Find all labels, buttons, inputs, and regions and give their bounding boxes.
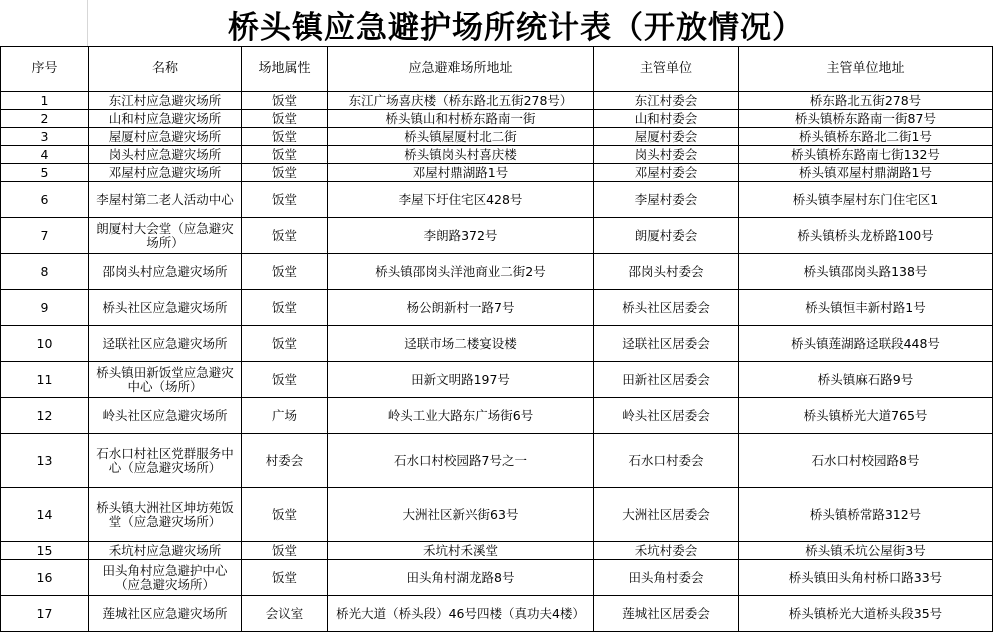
header-no: 序号 <box>1 47 89 92</box>
row-type-cell: 饭堂 <box>242 290 328 326</box>
row-unit-cell: 邓屋村委会 <box>594 164 739 182</box>
row-address-cell: 李屋下圩住宅区428号 <box>328 182 594 218</box>
row-address-cell: 桥头镇岗头村喜庆楼 <box>328 146 594 164</box>
header-row <box>1 47 993 92</box>
row-unit-cell: 屋厦村委会 <box>594 128 739 146</box>
row-name-cell: 桥头镇大洲社区坤坊苑饭堂（应急避灾场所） <box>89 488 242 542</box>
row-no-cell: 11 <box>1 362 89 398</box>
row-address-cell: 禾坑村禾溪堂 <box>328 542 594 560</box>
row-name-cell: 桥头镇田新饭堂应急避灾中心（场所） <box>89 362 242 398</box>
row-unit-cell: 东江村委会 <box>594 92 739 110</box>
title-bar <box>0 0 993 46</box>
row-type-cell: 会议室 <box>242 596 328 632</box>
table-row <box>1 182 993 218</box>
row-unit-cell: 邵岗头村委会 <box>594 254 739 290</box>
row-address-cell: 桥头镇山和村桥东路南一街 <box>328 110 594 128</box>
table-row <box>1 488 993 542</box>
row-address-cell: 桥光大道（桥头段）46号四楼（真功夫4楼） <box>328 596 594 632</box>
table-row <box>1 560 993 596</box>
row-address-cell: 东江广场喜庆楼（桥东路北五街278号） <box>328 92 594 110</box>
table-row <box>1 128 993 146</box>
table-row <box>1 254 993 290</box>
row-unit-cell: 山和村委会 <box>594 110 739 128</box>
table-row <box>1 434 993 488</box>
row-name-cell: 石水口村社区党群服务中心（应急避灾场所） <box>89 434 242 488</box>
row-unit-address-cell: 桥头镇桥头龙桥路100号 <box>739 218 993 254</box>
table-row <box>1 110 993 128</box>
row-unit-address-cell: 桥头镇恒丰新村路1号 <box>739 290 993 326</box>
row-address-cell: 桥头镇屋厦村北二街 <box>328 128 594 146</box>
row-unit-address-cell: 桥头镇桥光大道桥头段35号 <box>739 596 993 632</box>
row-unit-cell: 田头角村委会 <box>594 560 739 596</box>
row-type-cell: 饭堂 <box>242 542 328 560</box>
row-no-cell: 7 <box>1 218 89 254</box>
row-unit-address-cell: 桥头镇桥常路312号 <box>739 488 993 542</box>
row-type-cell: 饭堂 <box>242 128 328 146</box>
row-address-cell: 田新文明路197号 <box>328 362 594 398</box>
row-no-cell: 5 <box>1 164 89 182</box>
title-left-cell <box>0 0 88 46</box>
row-unit-cell: 田新社区居委会 <box>594 362 739 398</box>
row-no-cell: 14 <box>1 488 89 542</box>
table-row <box>1 596 993 632</box>
row-no-cell: 15 <box>1 542 89 560</box>
row-name-cell: 迳联社区应急避灾场所 <box>89 326 242 362</box>
row-unit-address-cell: 石水口村校园路8号 <box>739 434 993 488</box>
row-unit-address-cell: 桥头镇李屋村东门住宅区1 <box>739 182 993 218</box>
row-unit-address-cell: 桥头镇莲湖路迳联段448号 <box>739 326 993 362</box>
row-unit-cell: 岭头社区居委会 <box>594 398 739 434</box>
table-row <box>1 398 993 434</box>
row-type-cell: 饭堂 <box>242 182 328 218</box>
row-name-cell: 岭头社区应急避灾场所 <box>89 398 242 434</box>
row-unit-address-cell: 桥头镇邓屋村鼎湖路1号 <box>739 164 993 182</box>
row-unit-address-cell: 桥头镇田头角村桥口路33号 <box>739 560 993 596</box>
row-address-cell: 桥头镇邵岗头洋池商业二街2号 <box>328 254 594 290</box>
row-name-cell: 邵岗头村应急避灾场所 <box>89 254 242 290</box>
row-address-cell: 李朗路372号 <box>328 218 594 254</box>
row-type-cell: 饭堂 <box>242 92 328 110</box>
row-unit-cell: 禾坑村委会 <box>594 542 739 560</box>
row-address-cell: 大洲社区新兴街63号 <box>328 488 594 542</box>
table-row <box>1 146 993 164</box>
row-type-cell: 饭堂 <box>242 146 328 164</box>
row-no-cell: 13 <box>1 434 89 488</box>
shelter-table <box>0 46 993 632</box>
header-type: 场地属性 <box>242 47 328 92</box>
row-unit-address-cell: 桥头镇麻石路9号 <box>739 362 993 398</box>
row-type-cell: 饭堂 <box>242 110 328 128</box>
table-row <box>1 326 993 362</box>
row-address-cell: 邓屋村鼎湖路1号 <box>328 164 594 182</box>
table-row <box>1 92 993 110</box>
row-unit-address-cell: 桥头镇桥东路南七街132号 <box>739 146 993 164</box>
row-address-cell: 石水口村校园路7号之一 <box>328 434 594 488</box>
row-no-cell: 9 <box>1 290 89 326</box>
row-unit-address-cell: 桥头镇桥东路北二街1号 <box>739 128 993 146</box>
table-row <box>1 542 993 560</box>
row-type-cell: 饭堂 <box>242 560 328 596</box>
row-no-cell: 1 <box>1 92 89 110</box>
row-no-cell: 12 <box>1 398 89 434</box>
row-type-cell: 广场 <box>242 398 328 434</box>
row-name-cell: 东江村应急避灾场所 <box>89 92 242 110</box>
row-name-cell: 禾坑村应急避灾场所 <box>89 542 242 560</box>
row-name-cell: 屋厦村应急避灾场所 <box>89 128 242 146</box>
row-type-cell: 饭堂 <box>242 326 328 362</box>
table-body <box>1 92 993 632</box>
row-unit-cell: 岗头村委会 <box>594 146 739 164</box>
row-name-cell: 山和村应急避灾场所 <box>89 110 242 128</box>
row-unit-cell: 大洲社区居委会 <box>594 488 739 542</box>
row-no-cell: 4 <box>1 146 89 164</box>
row-unit-cell: 桥头社区居委会 <box>594 290 739 326</box>
header-unit-address: 主管单位地址 <box>739 47 993 92</box>
row-type-cell: 饭堂 <box>242 488 328 542</box>
row-unit-cell: 石水口村委会 <box>594 434 739 488</box>
row-no-cell: 8 <box>1 254 89 290</box>
row-unit-cell: 李屋村委会 <box>594 182 739 218</box>
row-unit-cell: 莲城社区居委会 <box>594 596 739 632</box>
row-no-cell: 3 <box>1 128 89 146</box>
row-address-cell: 杨公朗新村一路7号 <box>328 290 594 326</box>
row-name-cell: 邓屋村应急避灾场所 <box>89 164 242 182</box>
row-type-cell: 饭堂 <box>242 362 328 398</box>
table-row <box>1 362 993 398</box>
row-unit-address-cell: 桥东路北五街278号 <box>739 92 993 110</box>
row-unit-cell: 迳联社区居委会 <box>594 326 739 362</box>
page-title: 桥头镇应急避护场所统计表（开放情况） <box>228 10 804 46</box>
row-no-cell: 6 <box>1 182 89 218</box>
row-unit-cell: 朗厦村委会 <box>594 218 739 254</box>
row-no-cell: 2 <box>1 110 89 128</box>
header-address: 应急避难场所地址 <box>328 47 594 92</box>
row-type-cell: 饭堂 <box>242 164 328 182</box>
row-name-cell: 莲城社区应急避灾场所 <box>89 596 242 632</box>
row-name-cell: 岗头村应急避灾场所 <box>89 146 242 164</box>
row-no-cell: 16 <box>1 560 89 596</box>
row-address-cell: 岭头工业大路东广场街6号 <box>328 398 594 434</box>
table-row <box>1 164 993 182</box>
table-row <box>1 290 993 326</box>
row-name-cell: 李屋村第二老人活动中心 <box>89 182 242 218</box>
row-address-cell: 田头角村湖龙路8号 <box>328 560 594 596</box>
row-name-cell: 桥头社区应急避灾场所 <box>89 290 242 326</box>
row-no-cell: 17 <box>1 596 89 632</box>
row-type-cell: 饭堂 <box>242 218 328 254</box>
row-type-cell: 村委会 <box>242 434 328 488</box>
row-name-cell: 朗厦村大会堂（应急避灾场所） <box>89 218 242 254</box>
header-unit: 主管单位 <box>594 47 739 92</box>
header-name: 名称 <box>89 47 242 92</box>
row-unit-address-cell: 桥头镇邵岗头路138号 <box>739 254 993 290</box>
row-name-cell: 田头角村应急避护中心（应急避灾场所） <box>89 560 242 596</box>
row-unit-address-cell: 桥头镇桥东路南一街87号 <box>739 110 993 128</box>
row-no-cell: 10 <box>1 326 89 362</box>
row-type-cell: 饭堂 <box>242 254 328 290</box>
table-row <box>1 218 993 254</box>
row-unit-address-cell: 桥头镇禾坑公屋街3号 <box>739 542 993 560</box>
row-unit-address-cell: 桥头镇桥光大道765号 <box>739 398 993 434</box>
row-address-cell: 迳联市场二楼宴设楼 <box>328 326 594 362</box>
